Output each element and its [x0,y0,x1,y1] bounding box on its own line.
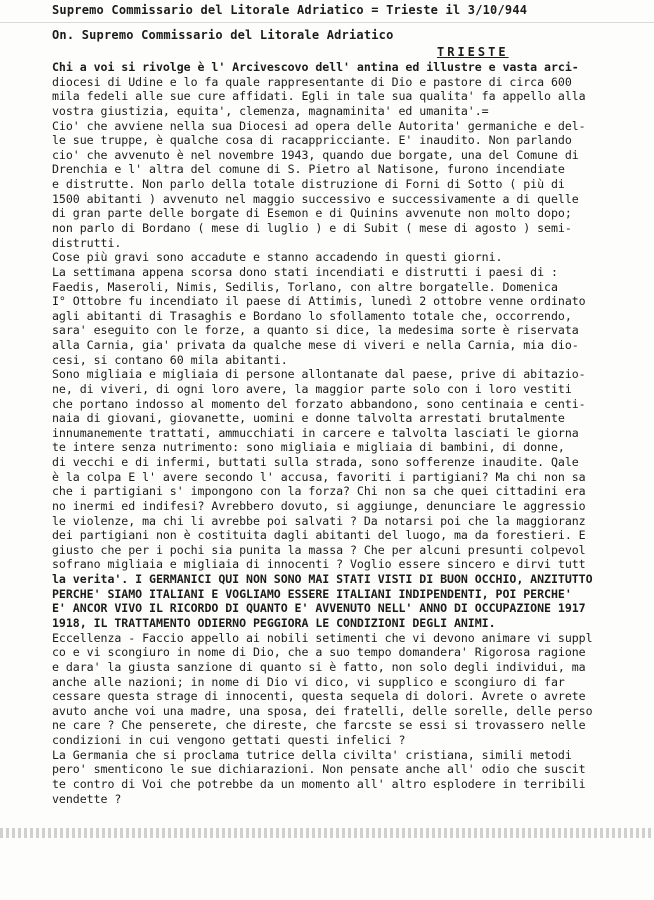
body-line: avuto anche voi una madre, una sposa, dei fratelli, delle sorelle, delle perso [52,703,593,718]
body-line: le violenze, ma chi li avrebbe poi salvati ? Da notarsi poi che la maggioranz [52,513,586,528]
body-line: PERCHE' SIAMO ITALIANI E VOGLIAMO ESSERE ITALIANI INDIPENDENTI, POI PERCHE' [52,586,572,601]
body-line: che i partigiani s' impongono con la forza? Chi non sa che quei cittadini era [52,484,586,499]
body-line: che portano indosso al momento del forzato abbandono, sono centinaia e centi- [52,396,586,411]
body-line: co e vi scongiuro in nome di Dio, che a suo tempo domandera' Rigorosa ragione [52,645,586,660]
body-line: no inermi ed indifesi? Avrebbero dovuto, si aggiunge, denunciare le aggressio [52,498,586,513]
body-line: alla Carnia, gia' privata da qualche mese di viveri e nella Carnia, mia dio- [52,338,579,352]
body-line: La Germania che si proclama tutrice della civilta' cristiana, simili metodi [52,747,572,762]
body-line: vendette ? [52,791,122,806]
body-line: di vecchi e di infermi, buttati sulla strada, sono sofferenze inaudite. Qale [52,455,579,469]
body-line: anche alle nazioni; in nome di Dio vi dico, vi supplico e scongiuro di far [52,674,565,689]
body-line: sara' eseguito con le forze, a quanto si dice, la medesima sorte è riservata [52,323,579,338]
body-line: è la colpa E l' avere secondo l' accusa, favoriti i partigiani? Ma chi non sa [52,469,586,484]
body-line: distrutti. [52,235,122,250]
body-line: condizioni in cui vengono gettati questi infelici ? [52,733,406,747]
body-line: sofrano migliaia e migliaia di innocenti ? Voglio essere sincero e dirvi tutt [52,557,586,572]
letterhead-title: Supremo Commissario del Litorale Adriatico = Trieste il 3/10/944 [52,3,528,17]
body-line: 1918, IL TRATTAMENTO ODIERNO PEGGIORA LE CONDIZIONI DEGLI ANIMI. [52,615,496,630]
body-line: Cose più gravi sono accadute e stanno accadendo in questi giorni. [52,250,503,265]
body-line: le sue truppe, è qualche cosa di racappricciante. E' inaudito. Non parlando [52,133,572,148]
body-line: non parlo di Bordano ( mese di luglio ) e di Subit ( mese di agosto ) semi- [52,220,572,235]
body-line: vostra giustizia, equita', clemenza, magnaminita' ed umanita'.= [52,103,489,118]
body-line: diocesi di Udine e lo fa quale rappresentante di Dio e pastore di circa 600 [52,74,572,89]
body-line: cesi, si contano 60 mila abitanti. [52,352,288,367]
body-line: Cio' che avviene nella sua Diocesi ad opera delle Autorita' germaniche e del- [52,118,586,133]
page-bottom-edge [0,828,654,838]
body-line: dei partigiani non è costituita dagli abitanti del luogo, ma da forestieri. E [52,528,586,543]
body-line: di gran parte delle borgate di Esemon e di Quinins avvenute non molto dopo; [52,206,572,221]
body-line: e dara' la giusta sanzione di quanto si è fatto, non solo degli individui, ma [52,659,586,674]
body-line: agli abitanti di Trasaghis e Bordano lo sfollamento totale che, occorrendo, [52,308,572,323]
body-line: Sono migliaia e migliaia di persone allontanate dal paese, prive di abitazio- [52,367,586,382]
body-line: Chi a voi si rivolge è l' Arcivescovo dell' antina ed illustre e vasta arci- [52,60,579,74]
body-line: ne, di viveri, di ogni loro avere, la maggior parte solo con i loro vestiti [52,381,572,396]
body-line: te intere senza nutrimento: sono migliaia e migliaia di bambini, di donne, [52,440,565,455]
body-line: innumanemente trattati, ammucchiati in carcere e talvolta lasciati le giorna [52,425,579,440]
body-line: naia di giovani, giovanette, uomini e donne talvolta arrestati brutalmente [52,411,565,426]
body-line: cio' che avvenuto è nel novembre 1943, quando due borgate, una del Comune di [52,147,579,162]
body-line: E' ANCOR VIVO IL RICORDO DI QUANTO E' AVVENUTO NELL' ANNO DI OCCUPAZIONE 1917 [52,601,586,616]
body-line: 1500 abitanti ) avvenuto nel maggio successivo e successivamente a di quelle [52,191,579,206]
body-line: e distrutte. Non parlo della totale distruzione di Forni di Sotto ( più di [52,177,565,191]
page-fold-line [0,22,654,23]
recipient-line: On. Supremo Commissario del Litorale Adriatico [52,28,394,42]
body-line: cessare questa strage di innocenti, questa sequela di dolori. Avrete o avrete [52,689,586,704]
body-line: ne care ? Che penserete, che direste, che farcste se essi si trovassero nelle [52,718,586,733]
body-line: te contro di Voi che potrebbe da un momento all' altro esplodere in terribili [52,776,586,791]
body-line: mila fedeli alle sue cure affidati. Egli in tale sua qualita' fa appello alla [52,89,586,104]
recipient-city: TRIESTE [437,45,509,59]
body-line: La settimana appena scorsa dono stati incendiati e distrutti i paesi di : [52,264,558,279]
body-line: Faedis, Maseroli, Nimis, Sedilis, Torlano, con altre borgatelle. Domenica [52,279,558,294]
body-line: Eccellenza - Faccio appello ai nobili setimenti che vi devono animare vi suppl [52,630,593,645]
body-line: pero' smenticono le sue dichiarazioni. Non pensate anche all' odio che suscit [52,762,586,777]
body-line: la verita'. I GERMANICI QUI NON SONO MAI STATI VISTI DI BUON OCCHIO, ANZITUTTO [52,572,593,587]
body-line: Drenchia e l' altra del comune di S. Pietro al Natisone, furono incendiate [52,162,565,177]
body-line: I° Ottobre fu incendiato il paese di Attimis, lunedì 2 ottobre venne ordinato [52,294,586,309]
body-line: giusto che per i pochi sia punita la massa ? Che per alcuni presunti colpevol [52,542,586,557]
